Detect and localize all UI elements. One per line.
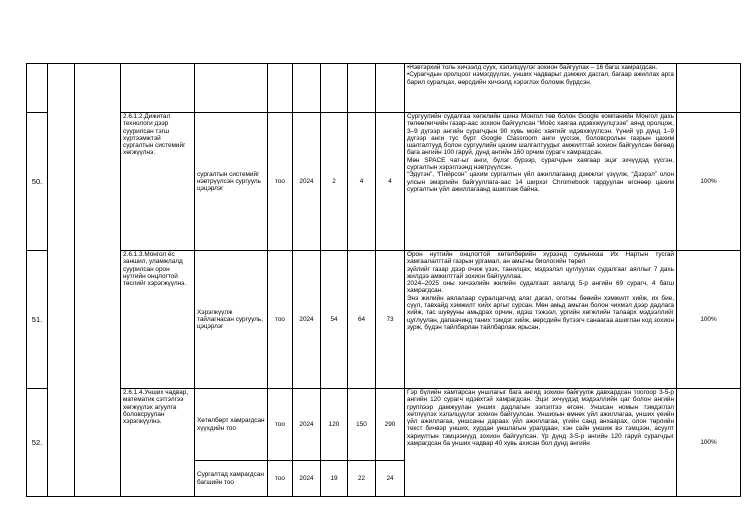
unit-cell: тоо <box>268 461 293 497</box>
report-table <box>26 63 741 497</box>
description-cell <box>405 113 677 251</box>
cell-indicator <box>121 64 195 113</box>
description-paragraph: Гэр бүлийн хамтарсан уншлагыг бага ангид зохион байгуулж давхардсан тоогоор 3-5-р ангийн 120 сурагч идэвхтэй хамрагдсан. Эцэг эхчүүдэд мэдээллийн цаг болон ангийн группээр дамжуулан унших дадлагын ээлэлтээ өгсөн. Уншсан номын тэмдэглэл хөтлүүлэх хэлэлцүүлэг зохион байгуулсан. Уншихын өмнөх үйл ажиллагаа, унших үеийн үйл ажиллагаа, уншсаны дараах үйл ажиллагаа, үгийн санд анхаарах, олон төрлийн текст бичвэр унших, хурдан уншлагын уралдаан, хэн сайн уншиж вэ тэмцээн, асуулт хариултын тэмцээнүүд зохион байгуулсан. Үр дүнд 3-5-р ангийн 120 гаруй сурагчдыг хамрагдсан ба унших чадвар 40 хувь ахисан бол дунд ангийн <box>407 389 674 448</box>
actual-cell: 4 <box>376 113 405 251</box>
description-line: •Нэвтэрхий толь хичээлд суух, хэлэлцүүлэг зохион байгуулах – 16 багш хамрагдсан. <box>407 64 658 71</box>
indicator-cell: 2.6.1.2.Дижитал технологи дээр суурилсан тэгш хүртээмжтэй сургалтын системийг хөгжүүлнэ. <box>121 113 195 251</box>
baseline-cell: 2 <box>321 113 348 251</box>
row-number: 50. <box>27 113 48 251</box>
actual-cell: 24 <box>376 461 405 497</box>
table-row-continued <box>27 64 741 113</box>
criterion-cell: Сургалтад хамрагдсан багшийн тоо <box>195 461 268 497</box>
baseline-cell: 19 <box>321 461 348 497</box>
target-cell: 150 <box>348 389 376 461</box>
target-cell: 22 <box>348 461 376 497</box>
description-paragraph: Орон нутгийн онцлогтой хөтөлбөрийн хүрээнд сумынхаа Их Нартын тусгай хамгаалалттай газрын ургамал, ан амьтны биологийн төрөл <box>407 251 674 266</box>
description-paragraph: зүйлийг газар дээр очиж үзэх, танилцах, мэдээлэл цуглуулах судалгааг аяллыг 7 дахь жилдээ амжилттай зохион байгууллаа. <box>407 265 674 280</box>
baseline-cell: 54 <box>321 251 348 389</box>
description-paragraph: “Эдүтэн”, “Пийрсон” цахим сургалтын үйл ажиллагаанд дэмжлэг үзүүлж, “Дзэрэл” олон улсын эмзрлийн байгууллага-аас 14 ширхэг Chromebook гардуулан өгснөөр цахим сургалтын үйл ажиллагаанд ашиглаж байна. <box>407 171 674 193</box>
actual-cell: 290 <box>376 389 405 461</box>
indicator-cell: 2.6.1.3.Монгол ёс заншил, уламжлалд суурилсан орон нутгийн онцлогтой төслийг хэрэгжүүлнэ. <box>121 251 195 389</box>
description-paragraph: Сургуулийн судалгаа хөгжлийн шинэ Монгол төв болон Google компанийн Монгол дахь төлөөлөгчийн газар-аас зохион байгуулсан “Моёс хаягаа идэвхжүүлцгээе” аянд оролцож, 3–9 дүгээр ангийн сурагчдын 90 хувь моёс хаягийг идэвхжүүлсэн. Үүний үр дүнд 1–9 дүгээр анги тус бүрт Google Classroom анги үүсгэж, боловсролын газрын цахим шалгалтууд болон сургуулийн цахим шалгалтуудыг амжилттай зохион байгуулсан бөгөөд бага ангийн 100 гаруй, дунд ангийн 160 орчим сурагч хамрагдсан. <box>407 113 674 157</box>
row-number: 51. <box>27 251 48 389</box>
year-cell: 2024 <box>293 113 321 251</box>
baseline-cell: 120 <box>321 389 348 461</box>
unit-cell: тоо <box>268 389 293 461</box>
target-cell: 64 <box>348 251 376 389</box>
cell-criterion <box>195 64 268 113</box>
percent-cell: 100% <box>677 389 741 497</box>
table-row-52 <box>27 389 741 461</box>
cell-group-b <box>75 64 121 497</box>
criterion-cell: Хэрэгжүүлж тайлагнасан сургууль, цэцэрлэг <box>195 251 268 389</box>
target-cell: 4 <box>348 113 376 251</box>
table-row-51 <box>27 251 741 389</box>
description-cell <box>405 389 677 497</box>
row-number: 52. <box>27 389 48 497</box>
description-cell <box>405 251 677 389</box>
cell-no <box>27 64 48 113</box>
description-line: •Сурагчдын оролцоог нэмэгдүүлэх, унших чадварыг дэмжих дасгал, багаар ажиллах арга барил суралцах, өөрсдийн хичээлд хэрэглэх боломж бүрдсэн. <box>407 71 674 86</box>
description-paragraph: Мөн SPACE чат-ыг анги, бүлэг бүрээр, сурагчдын хаягаар эцэг эхчүүдэд үүсгэн, сургалтын хэрэглээнд нэвтрүүлсэн. <box>407 156 674 172</box>
unit-cell: тоо <box>268 251 293 389</box>
year-cell: 2024 <box>293 461 321 497</box>
table-row-50 <box>27 113 741 251</box>
actual-cell: 73 <box>376 251 405 389</box>
percent-cell: 100% <box>677 113 741 251</box>
cell-group-a <box>48 64 75 497</box>
indicator-cell: 2.6.1.4.Унших чадвар, математик сэтгэлгээ хөгжүүлэх агуулга боловсруулан хэрэгжүүлнэ. <box>121 389 195 497</box>
cell-description <box>405 64 677 113</box>
year-cell: 2024 <box>293 251 321 389</box>
percent-cell: 100% <box>677 251 741 389</box>
description-paragraph: Энэ жилийн аялалаар суралцагчид алаг дагал, оготны бөөийн хэмжилт хийж, их бие, сүүл, тавхайд хэмжилт хийх аргыг сурсан. Мөн амьд амьтан болон чихмэл дээр дадлага хийж, тас шувууны амьдрах орчин, идэш тэжээл, ургийн хөгжлийн талаарх мэдээллийг цуглуулан, дапаачинд таних тэмдэг хийж, өөрсдийн бүтээгч санаагаа ашиглан код зохион зурж, бүдэн тайлбарлан тайлбарлаж ярьсан. <box>407 294 674 331</box>
criterion-cell: сургалтын системийг нэвтрүүлсэн сургууль цэцэрлэг <box>195 113 268 251</box>
criterion-cell: Хөтөлбөрт хамрагдсан хүүхдийн тоо <box>195 389 268 461</box>
year-cell: 2024 <box>293 389 321 461</box>
unit-cell: тоо <box>268 113 293 251</box>
description-paragraph: 2024–2025 оны хичээлийн жилийн судалгаат аялалд 5-р ангийн 69 сурагч, 4 багш хамрагдсан. <box>407 280 674 295</box>
